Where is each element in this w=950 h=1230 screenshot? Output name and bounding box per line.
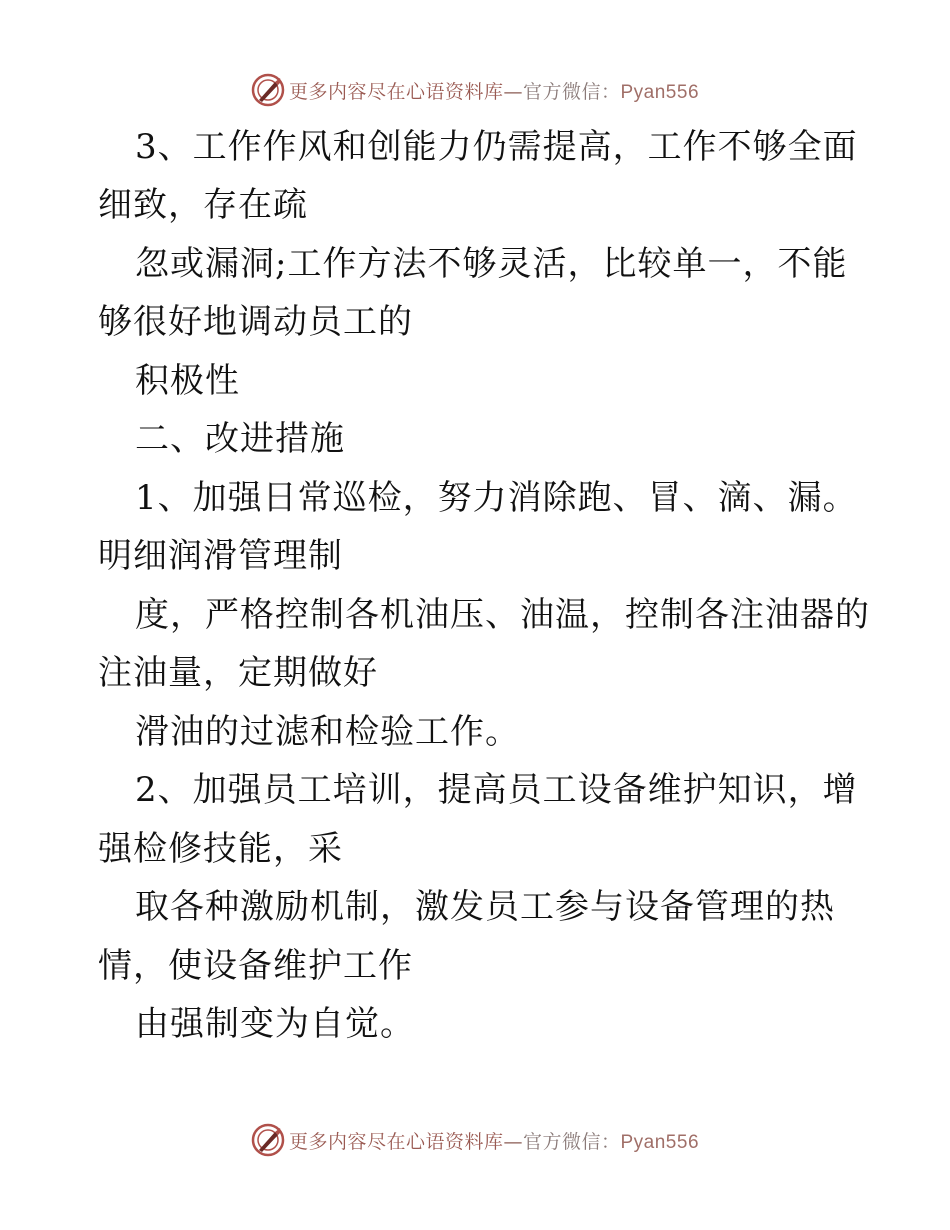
- banner-wechat-id: Pyan556: [620, 81, 700, 103]
- banner-wechat-id: Pyan556: [620, 1131, 700, 1153]
- text-line: 情，使设备维护工作: [98, 946, 413, 986]
- banner-dash: —: [503, 80, 523, 103]
- banner-text: [289, 77, 699, 104]
- quill-logo-icon: [251, 73, 285, 107]
- text-line: 3、工作作风和创能力仍需提高，工作不够全面: [135, 127, 858, 167]
- text-line: 忽或漏洞;工作方法不够灵活，比较单一，不能: [135, 244, 848, 284]
- text-line: 由强制变为自觉。: [135, 1004, 415, 1044]
- banner-prefix: 更多内容尽在心语资料库: [288, 80, 504, 103]
- quill-logo-icon: [251, 1123, 285, 1157]
- text-line: 够很好地调动员工的: [98, 302, 413, 342]
- banner-prefix: 更多内容尽在心语资料库: [288, 1130, 504, 1153]
- banner-wechat-label: 官方微信：: [522, 1130, 621, 1153]
- banner-wechat-label: 官方微信：: [522, 80, 621, 103]
- text-line: 明细润滑管理制: [98, 536, 343, 576]
- text-line: 细致，存在疏: [98, 185, 308, 225]
- text-line: 度，严格控制各机油压、油温，控制各注油器的: [135, 595, 870, 635]
- text-line: 注油量，定期做好: [98, 653, 378, 693]
- section-heading: 二、改进措施: [135, 419, 345, 459]
- text-line: 1、加强日常巡检，努力消除跑、冒、滴、漏。: [135, 478, 858, 518]
- header-banner: [0, 70, 950, 110]
- text-line: 积极性: [135, 361, 240, 401]
- text-line: 滑油的过滤和检验工作。: [135, 712, 520, 752]
- banner-dash: —: [503, 1130, 523, 1153]
- banner-text: [289, 1127, 699, 1154]
- text-line: 取各种激励机制，激发员工参与设备管理的热: [135, 887, 835, 927]
- text-line: 强检修技能，采: [98, 829, 343, 869]
- footer-banner: [0, 1120, 950, 1160]
- text-line: 2、加强员工培训，提高员工设备维护知识，增: [135, 770, 858, 810]
